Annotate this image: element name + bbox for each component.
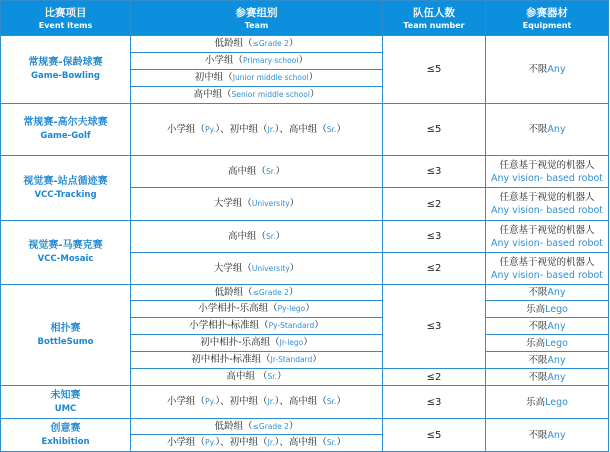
number-cell: ≤2 [383,253,486,285]
equipment-cell [486,221,609,253]
team-paren: ） [309,89,320,100]
team-cn: 高中组（ [288,396,327,407]
equipment-cell [486,352,609,369]
equipment-en: Lego [545,396,568,408]
team-cell [131,87,383,104]
equipment-cn: 乐高 [526,396,546,408]
team-en: Py. [205,397,216,406]
team-paren: ） [289,262,300,274]
team-cell [131,53,383,70]
table-row [1,36,609,53]
team-paren: ） [275,230,286,242]
team-sep: ）、 [274,396,289,407]
equipment-cell [486,301,609,318]
team-cn: 初中组（ [229,123,268,135]
team-cn: 低龄组（ [214,38,253,49]
header-event-en: Event items [38,20,93,30]
equipment-cn: 不限 [528,371,548,383]
team-cell [131,104,383,156]
team-cell [131,386,383,419]
table-row [1,104,609,156]
team-en: Jr. [267,124,275,134]
equipment-en: Any vision- based robot [490,269,604,281]
team-paren: ） [303,337,313,348]
number-cell: ≤3 [383,386,486,419]
team-cn: 小学组（ [167,123,206,135]
number-cell: ≤2 [383,188,486,221]
event-tracking [1,156,131,221]
team-paren: ） [288,420,299,432]
event-cn: 创意赛 [50,422,81,434]
team-en: Sr. [326,438,337,447]
header-number [383,1,486,36]
team-paren: ） [336,123,346,135]
event-cn: 未知赛 [50,389,81,401]
team-cn: 小学相扑-乐高组（ [198,303,278,314]
equipment-cn: 不限 [528,287,548,298]
team-paren: ） [288,286,299,298]
number-cell: ≤2 [383,369,486,386]
team-en: ≤Grade 2 [252,421,289,431]
team-en: Py-Standard [268,321,315,330]
team-cell [131,156,383,188]
event-cn: 相扑赛 [50,322,81,334]
team-cell [131,419,383,435]
event-cn: 常规赛-高尔夫球赛 [23,117,108,128]
table-row [1,285,609,301]
equipment-en: Any [547,354,566,366]
table-row [1,156,609,188]
team-cell [131,285,383,301]
equipment-en: Any [547,429,566,441]
equipment-cn: 不限 [528,429,548,441]
team-sep: ）、 [215,437,230,448]
equipment-cn: 不限 [528,320,548,332]
team-en: Sr. [326,124,337,134]
team-cn: 低龄组（ [214,286,253,298]
team-cn: 初中相扑-标准组（ [191,354,271,365]
team-cell [131,369,383,386]
team-paren: ） [298,55,308,66]
equipment-cell [486,253,609,285]
equipment-cn: 任意基于视觉的机器人 [499,224,595,236]
team-cell [131,253,383,285]
team-paren: ） [288,38,299,49]
team-en: Jr. [267,438,275,447]
team-cn: 初中组（ [229,396,268,407]
number-cell: ≤3 [383,156,486,188]
equipment-en: Lego [545,337,568,349]
equipment-cn: 不限 [528,354,548,366]
header-row [1,1,609,36]
header-team-cn: 参赛组别 [235,6,278,19]
team-sep: ）、 [274,437,289,448]
team-paren: ） [308,72,319,83]
team-cn: 初中相扑-乐高组（ [200,337,280,348]
event-cn: 视觉赛-站点循迹赛 [23,175,108,187]
equipment-cn: 任意基于视觉的机器人 [499,256,595,268]
event-en: UMC [54,403,77,414]
event-en: Game-Bowling [31,71,100,81]
team-cell [131,221,383,253]
team-cell [131,70,383,87]
team-en: ≤Grade 2 [252,287,289,297]
team-cell [131,188,383,221]
header-event [1,1,131,36]
event-sumo [1,285,131,386]
table-row [1,386,609,419]
equipment-en: Any [547,371,566,383]
team-sep: ）、 [274,123,289,135]
equipment-en: Any vision- based robot [490,172,604,184]
team-cn: 高中组（ [227,165,266,177]
event-bowling [1,36,131,104]
equipment-en: Any [547,124,566,135]
equipment-en: Lego [545,303,568,315]
team-paren: ） [336,437,346,448]
event-exhibition [1,419,131,452]
team-sep: ）、 [215,123,230,135]
team-cn: 初中组（ [194,72,233,83]
team-cell [131,352,383,369]
event-en: Exhibition [41,436,90,447]
equipment-cn: 乐高 [526,303,546,315]
table-row [1,419,609,435]
team-cn: 大学组（ [213,262,252,274]
team-en: Sr. [326,397,337,406]
event-golf [1,104,131,156]
team-paren: ） [275,165,286,177]
team-cn: 小学组（ [167,396,206,407]
equipment-en: Any vision- based robot [490,205,604,216]
equipment-cell [486,156,609,188]
event-umc [1,386,131,419]
team-cn: 高中组（ [288,437,327,448]
team-en: Jr. [267,397,275,406]
team-cn: 低龄组（ [214,420,253,432]
number-cell: ≤5 [383,419,486,452]
event-mosaic [1,221,131,285]
team-cell [131,301,383,318]
header-equipment-en: Equipment [522,20,572,30]
team-cell [131,318,383,335]
equipment-cn: 任意基于视觉的机器人 [499,192,595,203]
team-cn: 高中组（ [227,230,266,242]
team-paren: ） [336,396,346,407]
equipment-cn: 任意基于视觉的机器人 [499,159,595,171]
header-number-cn: 队伍人数 [413,6,455,19]
team-en: Senior middle school [231,90,310,99]
equipment-cn: 乐高 [526,337,546,349]
team-en: Py. [205,438,216,447]
team-cell [131,36,383,53]
equipment-cell [486,335,609,352]
equipment-cn: 不限 [528,64,548,75]
equipment-cell [486,318,609,335]
equipment-cell [486,369,609,386]
team-paren: ） [277,371,287,382]
team-cn: 高中组 （ [226,371,268,382]
header-team [131,1,383,36]
team-paren: ） [314,320,324,331]
team-en: Sr. [265,166,276,176]
team-cn: 高中组（ [288,123,327,135]
team-cn: 初中组（ [229,437,268,448]
team-en: Sr. [265,231,276,241]
equipment-cell [486,36,609,104]
equipment-cell [486,386,609,419]
team-en: Jr-Standard [270,355,313,364]
team-en: Sr. [267,372,278,381]
event-cn: 视觉赛-马赛克赛 [28,240,103,251]
team-en: Py. [205,124,216,134]
team-cn: 小学相扑-标准组（ [189,320,269,331]
team-paren: ） [289,198,300,209]
event-en: VCC-Mosaic [37,254,94,264]
team-cn: 小学组（ [167,437,206,448]
table-row [1,221,609,253]
equipment-en: Any vision- based robot [490,237,604,249]
equipment-en: Any [547,320,566,332]
team-paren: ） [305,303,315,314]
team-cn: 小学组（ [205,55,244,66]
equipment-cell [486,188,609,221]
team-en: University [251,199,290,208]
team-paren: ） [312,354,322,365]
team-cell [131,435,383,452]
number-cell: ≤3 [383,221,486,253]
header-team-en: Team [244,20,269,30]
event-cn: 常规赛-保龄球赛 [28,57,103,68]
team-en: Jr-lego [279,338,304,347]
team-cn: 大学组（ [213,198,252,209]
number-cell: ≤3 [383,285,486,369]
header-equipment-cn: 参赛器材 [526,6,568,19]
team-en: Py-lego [277,304,306,313]
team-en: Primary school [243,56,299,65]
team-en: ≤Grade 2 [252,39,289,48]
event-en: Game-Golf [40,131,91,141]
team-sep: ）、 [215,396,230,407]
header-event-cn: 比赛项目 [44,6,87,19]
header-equipment [486,1,609,36]
number-cell: ≤5 [383,36,486,104]
header-number-en: Team number [403,20,465,30]
equipment-cn: 不限 [528,124,548,135]
equipment-cell [486,419,609,452]
equipment-cell [486,104,609,156]
team-cell [131,335,383,352]
event-en: BottleSumo [37,336,94,347]
team-cn: 高中组（ [193,89,232,100]
team-en: Junior middle school [232,73,309,82]
equipment-en: Any [547,64,566,75]
equipment-en: Any [547,287,566,298]
event-en: VCC-Tracking [34,189,97,200]
number-cell: ≤5 [383,104,486,156]
equipment-cell [486,285,609,301]
team-en: University [251,263,290,273]
